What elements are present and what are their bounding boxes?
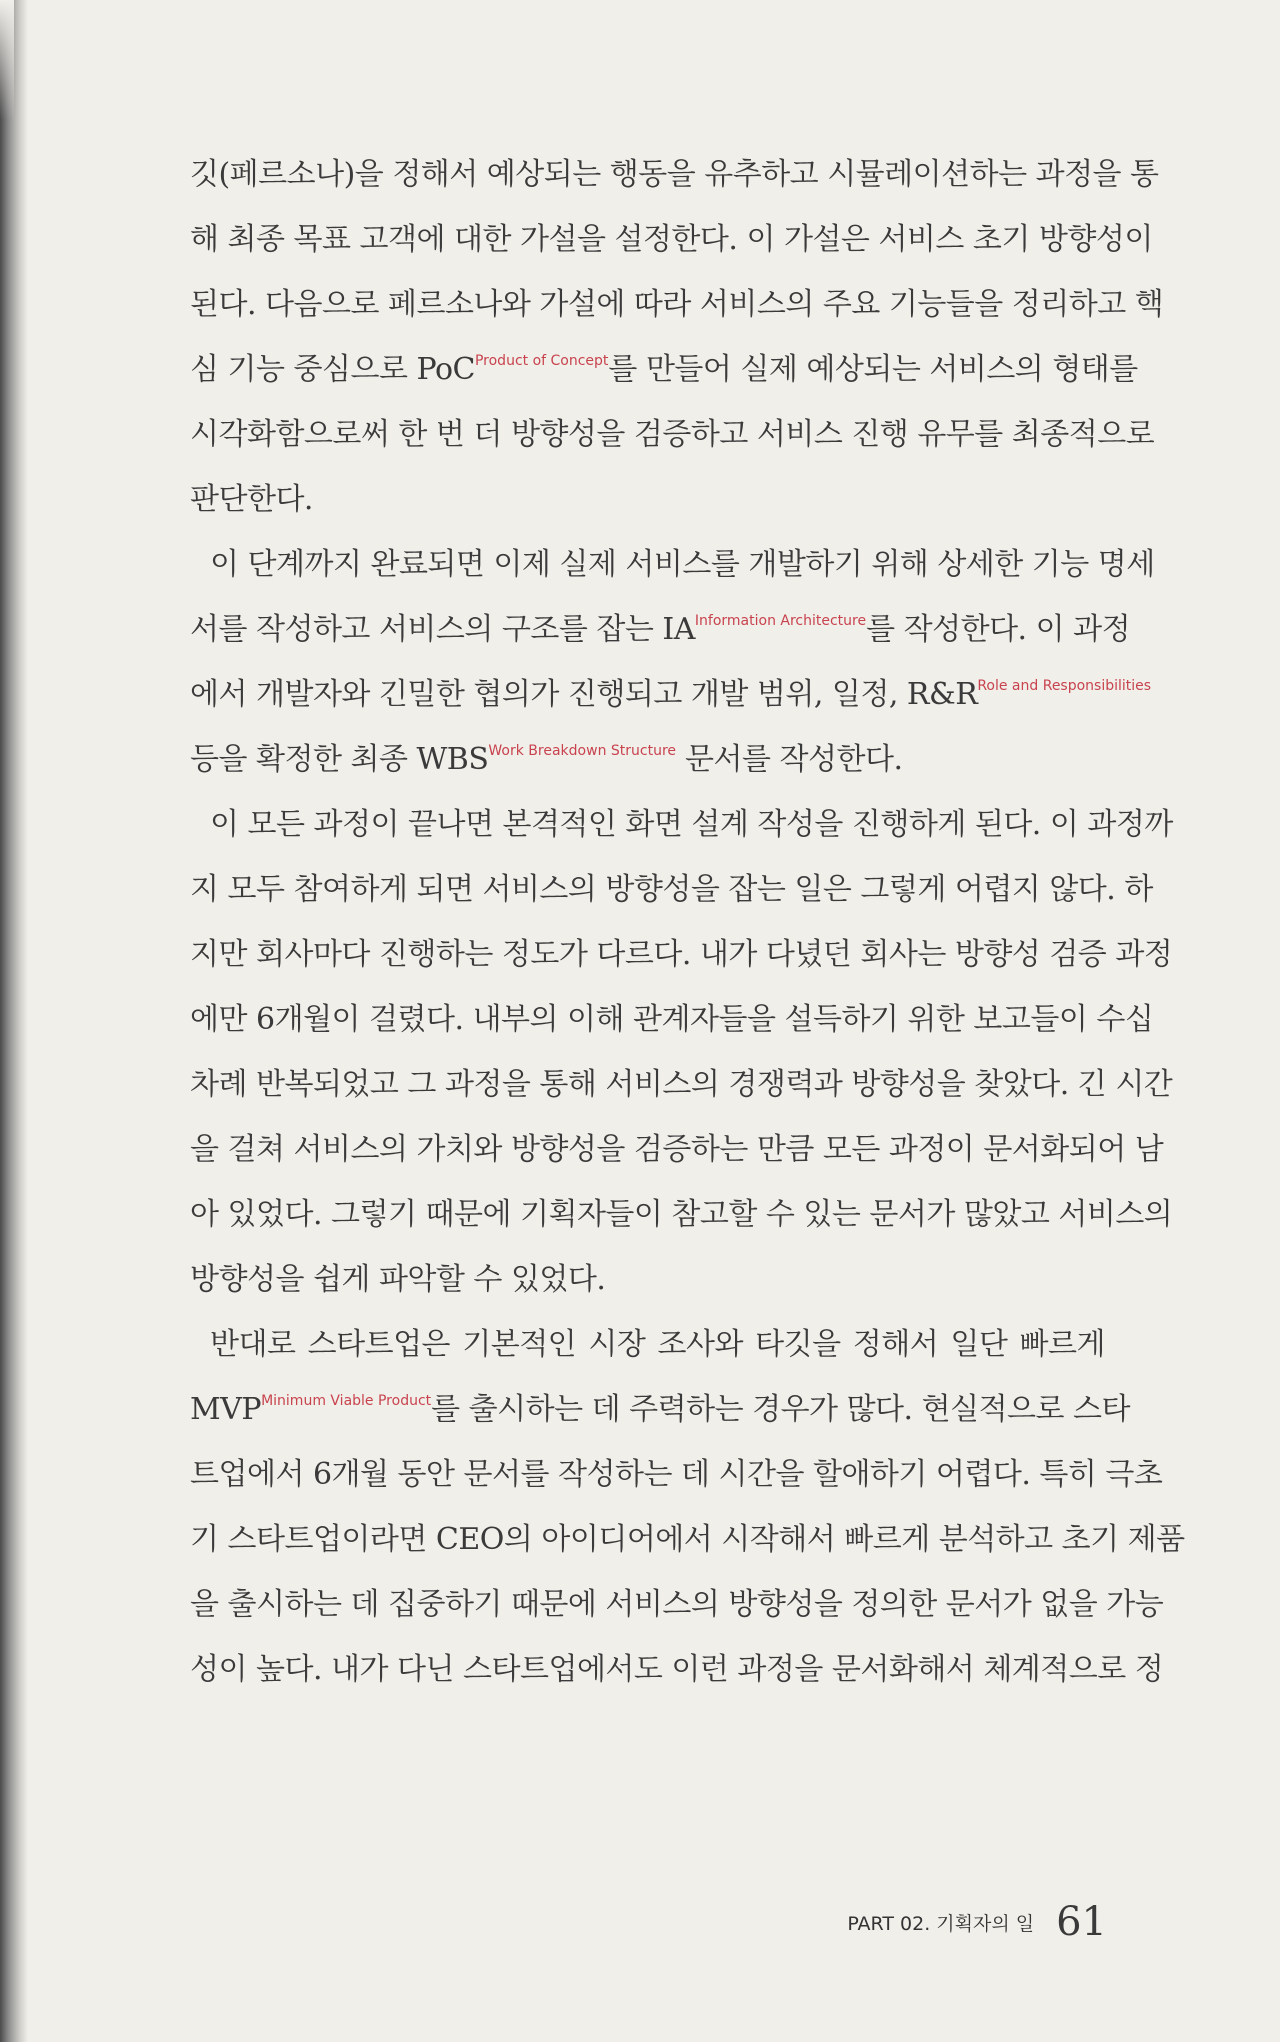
book-spine-shadow [0,0,28,2042]
text-line: 지 모두 참여하게 되면 서비스의 방향성을 잡는 일은 그렇게 어렵지 않다. 하 [190,872,1153,907]
text-line: 판단한다. [190,482,313,517]
text-line: 방향성을 쉽게 파악할 수 있었다. [190,1262,606,1297]
footnote-superscript: Work Breakdown Structure [488,743,677,759]
text-line: 아 있었다. 그렇기 때문에 기획자들이 참고할 수 있는 문서가 많았고 서비스의 [190,1197,1173,1232]
text-line: 성이 높다. 내가 다닌 스타트업에서도 이런 과정을 문서화해서 체계적으로 정 [190,1652,1164,1687]
text-line: 깃(페르소나)을 정해서 예상되는 행동을 유추하고 시뮬레이션하는 과정을 통 [190,157,1159,192]
text-line: 이 모든 과정이 끝나면 본격적인 화면 설계 작성을 진행하게 된다. 이 과정까 [210,807,1173,842]
page-footer [837,1885,1107,1945]
book-spine-highlight [0,0,14,120]
text-line: 등을 확정한 최종 WBS$^{Work Breakdown Structure}$ 문서를 작성한다. [190,742,903,777]
text-line: 기 스타트업이라면 CEO의 아이디어에서 시작해서 빠르게 분석하고 초기 제품 [190,1522,1185,1557]
footnote-superscript: Product of Concept [474,353,609,369]
text-line: MVP$^{Minimum Viable Product}$를 출시하는 데 주력하는 경우가 많다. 현실적으로 스타 [190,1392,1131,1427]
text-line: 에서 개발자와 긴밀한 협의가 진행되고 개발 범위, 일정, R&R$^{Role and Responsibilities}$ [190,677,1152,712]
text-line: 이 단계까지 완료되면 이제 실제 서비스를 개발하기 위해 상세한 기능 명세 [210,547,1155,582]
running-footer-part-title: PART 02. 기획자의 일 [847,1913,1035,1935]
text-line: 을 출시하는 데 집중하기 때문에 서비스의 방향성을 정의한 문서가 없을 가능 [190,1587,1164,1622]
text-line: 트업에서 6개월 동안 문서를 작성하는 데 시간을 할애하기 어렵다. 특히 극초 [190,1457,1163,1492]
text-line: 반대로 스타트업은 기본적인 시장 조사와 타깃을 정해서 일단 빠르게 [210,1327,1105,1362]
footnote-superscript: Minimum Viable Product [261,1393,432,1409]
text-line: 차례 반복되었고 그 과정을 통해 서비스의 경쟁력과 방향성을 찾았다. 긴 시간 [190,1067,1173,1102]
text-line: 지만 회사마다 진행하는 정도가 다르다. 내가 다녔던 회사는 방향성 검증 과정 [190,937,1173,972]
text-line: 시각화함으로써 한 번 더 방향성을 검증하고 서비스 진행 유무를 최종적으로 [190,417,1155,452]
text-line: 에만 6개월이 걸렸다. 내부의 이해 관계자들을 설득하기 위한 보고들이 수십 [190,1002,1154,1037]
page-number: 61 [1056,1899,1107,1945]
body-text [190,142,1185,1702]
footnote-superscript: Role and Responsibilities [977,678,1152,694]
text-line: 된다. 다음으로 페르소나와 가설에 따라 서비스의 주요 기능들을 정리하고 핵 [190,287,1164,322]
text-line: 을 걸쳐 서비스의 가치와 방향성을 검증하는 만큼 모든 과정이 문서화되어 남 [190,1132,1164,1167]
text-line: 심 기능 중심으로 PoC$^{Product of Concept}$를 만들어 실제 예상되는 서비스의 형태를 [190,352,1138,387]
text-line: 서를 작성하고 서비스의 구조를 잡는 IA$^{Information Architecture}$를 작성한다. 이 과정 [190,612,1131,647]
footnote-superscript: Information Architecture [694,613,867,629]
text-line: 해 최종 목표 고객에 대한 가설을 설정한다. 이 가설은 서비스 초기 방향성이 [190,222,1153,257]
